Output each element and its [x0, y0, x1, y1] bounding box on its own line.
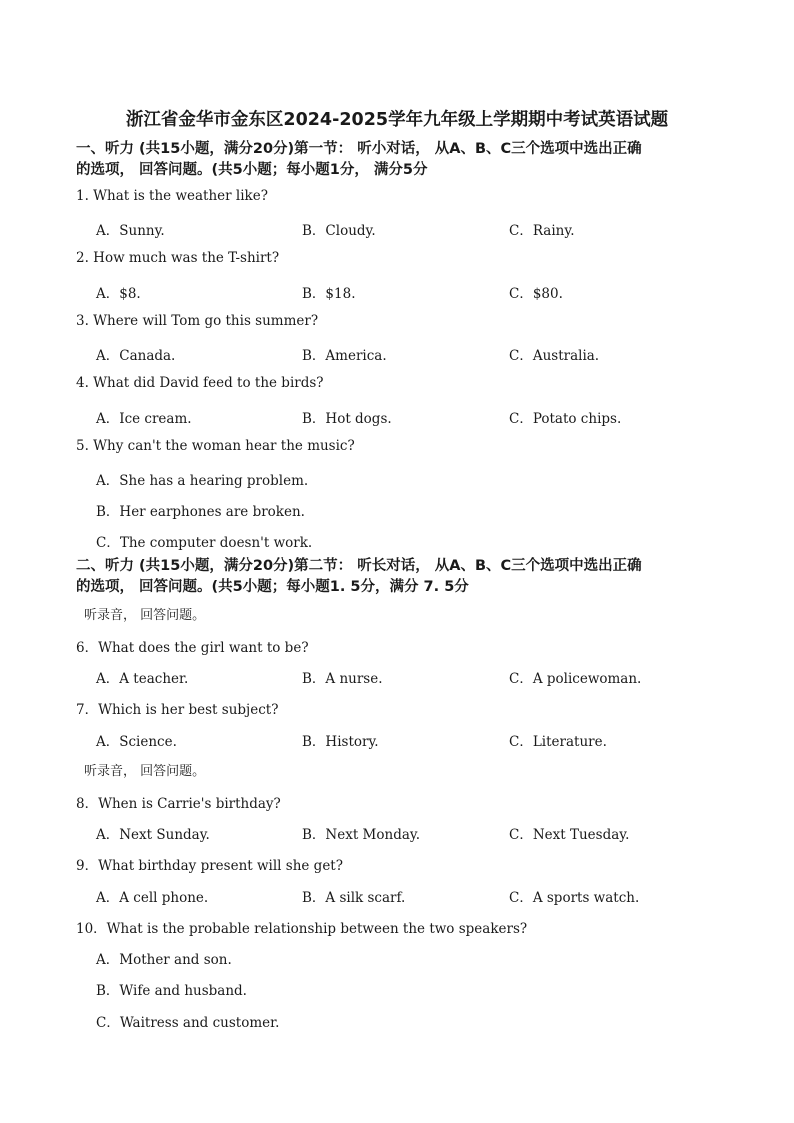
- q6-option-b: B．A nurse.: [302, 671, 383, 687]
- q4-option-b: B．Hot dogs.: [302, 411, 392, 427]
- section-1-line-2: 的选项， 回答问题。(共5小题；每小题1分， 满分5分: [76, 162, 428, 178]
- q9-option-a: A．A cell phone.: [96, 890, 209, 906]
- q2-option-b: B．$18.: [302, 286, 356, 302]
- q8-option-c: C．Next Tuesday.: [509, 827, 630, 843]
- q2-option-c: C．$80.: [509, 286, 563, 302]
- q5-option-b: B．Her earphones are broken.: [96, 504, 305, 520]
- q3-option-a: A．Canada.: [96, 348, 176, 364]
- question-2: 2. How much was the T-shirt?: [76, 250, 280, 266]
- listening-instruction: 听录音， 回答问题。: [84, 608, 206, 623]
- q5-option-a: A．She has a hearing problem.: [96, 473, 309, 489]
- q3-option-c: C．Australia.: [509, 348, 600, 364]
- question-5: 5. Why can't the woman hear the music?: [76, 438, 355, 454]
- q7-option-b: B．History.: [302, 734, 379, 750]
- question-1: 1. What is the weather like?: [76, 188, 268, 204]
- section-1-line-1: 一、听力 (共15小题，满分20分)第一节： 听小对话， 从A、B、C三个选项中选出正确: [76, 141, 642, 157]
- q10-option-c: C．Waitress and customer.: [96, 1015, 280, 1031]
- q10-option-a: A．Mother and son.: [96, 952, 232, 968]
- question-9: 9．What birthday present will she get?: [76, 858, 343, 874]
- question-8: 8．When is Carrie's birthday?: [76, 796, 281, 812]
- q3-option-b: B．America.: [302, 348, 387, 364]
- q2-option-a: A．$8.: [96, 286, 141, 302]
- q6-option-a: A．A teacher.: [96, 671, 189, 687]
- q1-option-a: A．Sunny.: [96, 223, 165, 239]
- question-10: 10．What is the probable relationship between the two speakers?: [76, 921, 528, 937]
- question-6: 6．What does the girl want to be?: [76, 640, 309, 656]
- q5-option-c: C．The computer doesn't work.: [96, 535, 313, 551]
- q9-option-b: B．A silk scarf.: [302, 890, 406, 906]
- q1-option-b: B．Cloudy.: [302, 223, 376, 239]
- q10-option-b: B．Wife and husband.: [96, 983, 247, 999]
- question-7: 7．Which is her best subject?: [76, 702, 279, 718]
- exam-title: 浙江省金华市金东区2024-2025学年九年级上学期期中考试英语试题: [125, 110, 669, 130]
- q7-option-a: A．Science.: [96, 734, 177, 750]
- listening-instruction: 听录音， 回答问题。: [84, 764, 206, 779]
- q4-option-c: C．Potato chips.: [509, 411, 622, 427]
- section-1-heading: [76, 139, 731, 181]
- question-3: 3. Where will Tom go this summer?: [76, 313, 319, 329]
- question-4: 4. What did David feed to the birds?: [76, 375, 324, 391]
- section-2-heading: [76, 556, 731, 598]
- section-2-line-2: 的选项， 回答问题。(共5小题；每小题1. 5分，满分 7. 5分: [76, 579, 469, 595]
- q6-option-c: C．A policewoman.: [509, 671, 642, 687]
- q7-option-c: C．Literature.: [509, 734, 607, 750]
- q9-option-c: C．A sports watch.: [509, 890, 640, 906]
- q1-option-c: C．Rainy.: [509, 223, 575, 239]
- q8-option-a: A．Next Sunday.: [96, 827, 210, 843]
- section-2-line-1: 二、听力 (共15小题，满分20分)第二节： 听长对话， 从A、B、C三个选项中选出正确: [76, 558, 642, 574]
- q4-option-a: A．Ice cream.: [96, 411, 192, 427]
- q8-option-b: B．Next Monday.: [302, 827, 421, 843]
